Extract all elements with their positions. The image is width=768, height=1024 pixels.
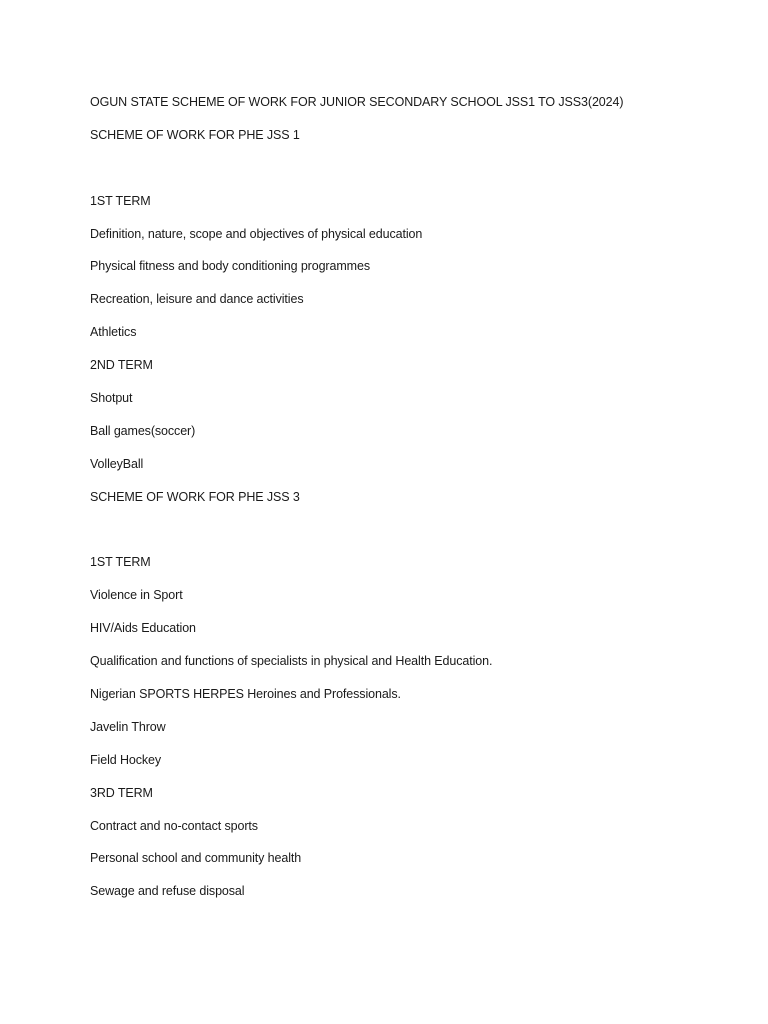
topic-item: Physical fitness and body conditioning programmes — [90, 259, 370, 274]
topic-item: Ball games(soccer) — [90, 423, 196, 438]
topic-item: Athletics — [90, 325, 137, 340]
topic-item: Violence in Sport — [90, 588, 183, 603]
topic-item: Qualification and functions of specialists in physical and Health Education. — [90, 654, 493, 669]
topic-item: Javelin Throw — [90, 719, 166, 734]
topic-item: Shotput — [90, 391, 133, 406]
topic-item: Nigerian SPORTS HERPES Heroines and Professionals. — [90, 687, 401, 702]
document-body — [90, 93, 730, 915]
blank-line — [90, 521, 730, 554]
term-label-jss3-third: 3RD TERM — [90, 785, 153, 800]
section-heading-jss3: SCHEME OF WORK FOR PHE JSS 3 — [90, 489, 300, 504]
term-label-jss1-first: 1ST TERM — [90, 193, 151, 208]
document-title: OGUN STATE SCHEME OF WORK FOR JUNIOR SECONDARY SCHOOL JSS1 TO JSS3(2024) — [90, 95, 624, 109]
blank-line — [90, 159, 730, 192]
topic-item: Recreation, leisure and dance activities — [90, 292, 304, 307]
topic-item: Field Hockey — [90, 752, 162, 767]
topic-item: Definition, nature, scope and objectives of physical education — [90, 226, 423, 241]
topic-item: Sewage and refuse disposal — [90, 884, 245, 899]
topic-item: VolleyBall — [90, 456, 144, 471]
topic-item: Contract and no-contact sports — [90, 818, 258, 833]
term-label-jss1-second: 2ND TERM — [90, 358, 153, 373]
section-heading-jss1: SCHEME OF WORK FOR PHE JSS 1 — [90, 127, 300, 142]
topic-item: Personal school and community health — [90, 851, 302, 866]
term-label-jss3-first: 1ST TERM — [90, 555, 151, 570]
topic-item: HIV/Aids Education — [90, 621, 196, 636]
